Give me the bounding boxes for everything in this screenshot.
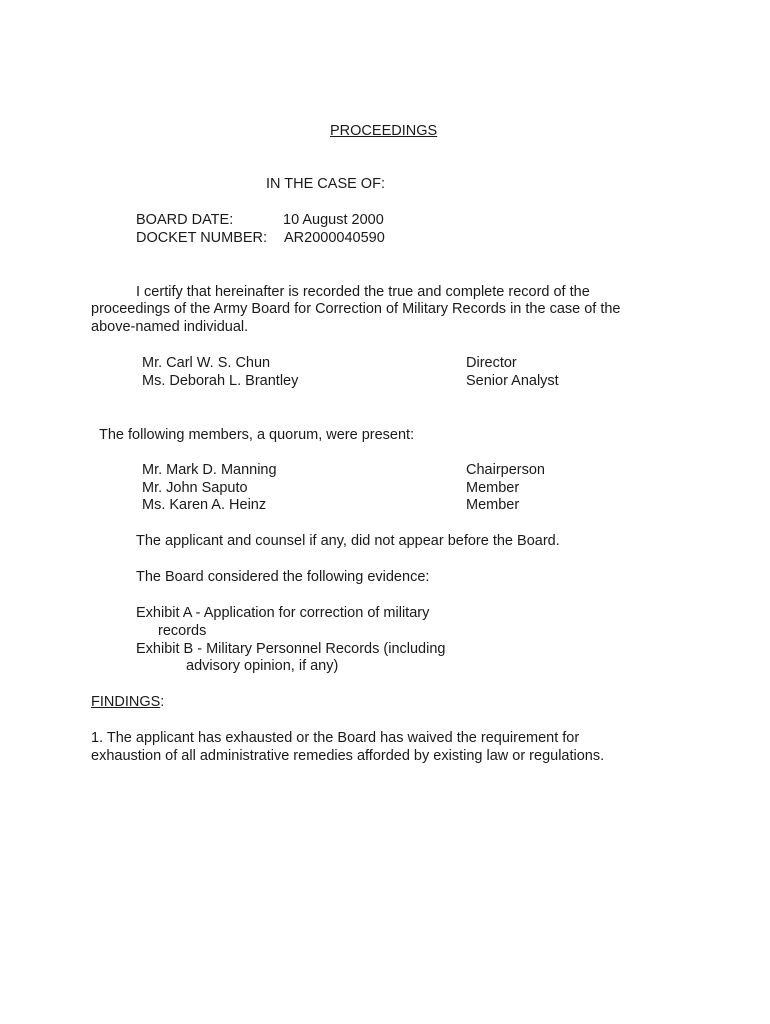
member-name: Mr. John Saputo xyxy=(142,480,248,496)
findings-heading-text: FINDINGS xyxy=(91,694,161,710)
certification-line-2: proceedings of the Army Board for Correction of Military Records in the case of the xyxy=(91,301,621,317)
docket-number-value: AR2000040590 xyxy=(284,230,385,246)
board-date-value: 10 August 2000 xyxy=(283,212,384,228)
certification-line-3: above-named individual. xyxy=(91,319,249,335)
board-date-label: BOARD DATE: xyxy=(136,212,234,228)
page-title: PROCEEDINGS xyxy=(330,123,438,139)
staff-role: Senior Analyst xyxy=(466,373,559,389)
exhibit-b-continued: advisory opinion, if any) xyxy=(186,658,339,674)
certification-line-1: I certify that hereinafter is recorded the true and complete record of the xyxy=(136,284,590,300)
finding-1-line-2: exhaustion of all administrative remedies afforded by existing law or regulations. xyxy=(91,748,605,764)
exhibit-b: Exhibit B - Military Personnel Records (including xyxy=(136,641,446,657)
member-name: Mr. Mark D. Manning xyxy=(142,462,277,478)
member-role: Member xyxy=(466,480,520,496)
member-role: Chairperson xyxy=(466,462,545,478)
findings-heading xyxy=(91,693,164,711)
staff-name: Ms. Deborah L. Brantley xyxy=(142,373,299,389)
docket-number-label: DOCKET NUMBER: xyxy=(136,230,268,246)
staff-name: Mr. Carl W. S. Chun xyxy=(142,355,271,371)
member-name: Ms. Karen A. Heinz xyxy=(142,497,267,513)
exhibit-a-continued: records xyxy=(158,623,207,639)
evidence-intro: The Board considered the following evidence: xyxy=(136,569,430,585)
case-heading: IN THE CASE OF: xyxy=(266,176,385,192)
member-role: Member xyxy=(466,497,520,513)
staff-role: Director xyxy=(466,355,517,371)
quorum-statement: The following members, a quorum, were present: xyxy=(99,427,415,443)
findings-heading-colon: : xyxy=(160,694,165,710)
exhibit-a: Exhibit A - Application for correction of military xyxy=(136,605,430,621)
appearance-statement: The applicant and counsel if any, did not appear before the Board. xyxy=(136,533,560,549)
finding-1-line-1: 1. The applicant has exhausted or the Board has waived the requirement for xyxy=(91,730,580,746)
